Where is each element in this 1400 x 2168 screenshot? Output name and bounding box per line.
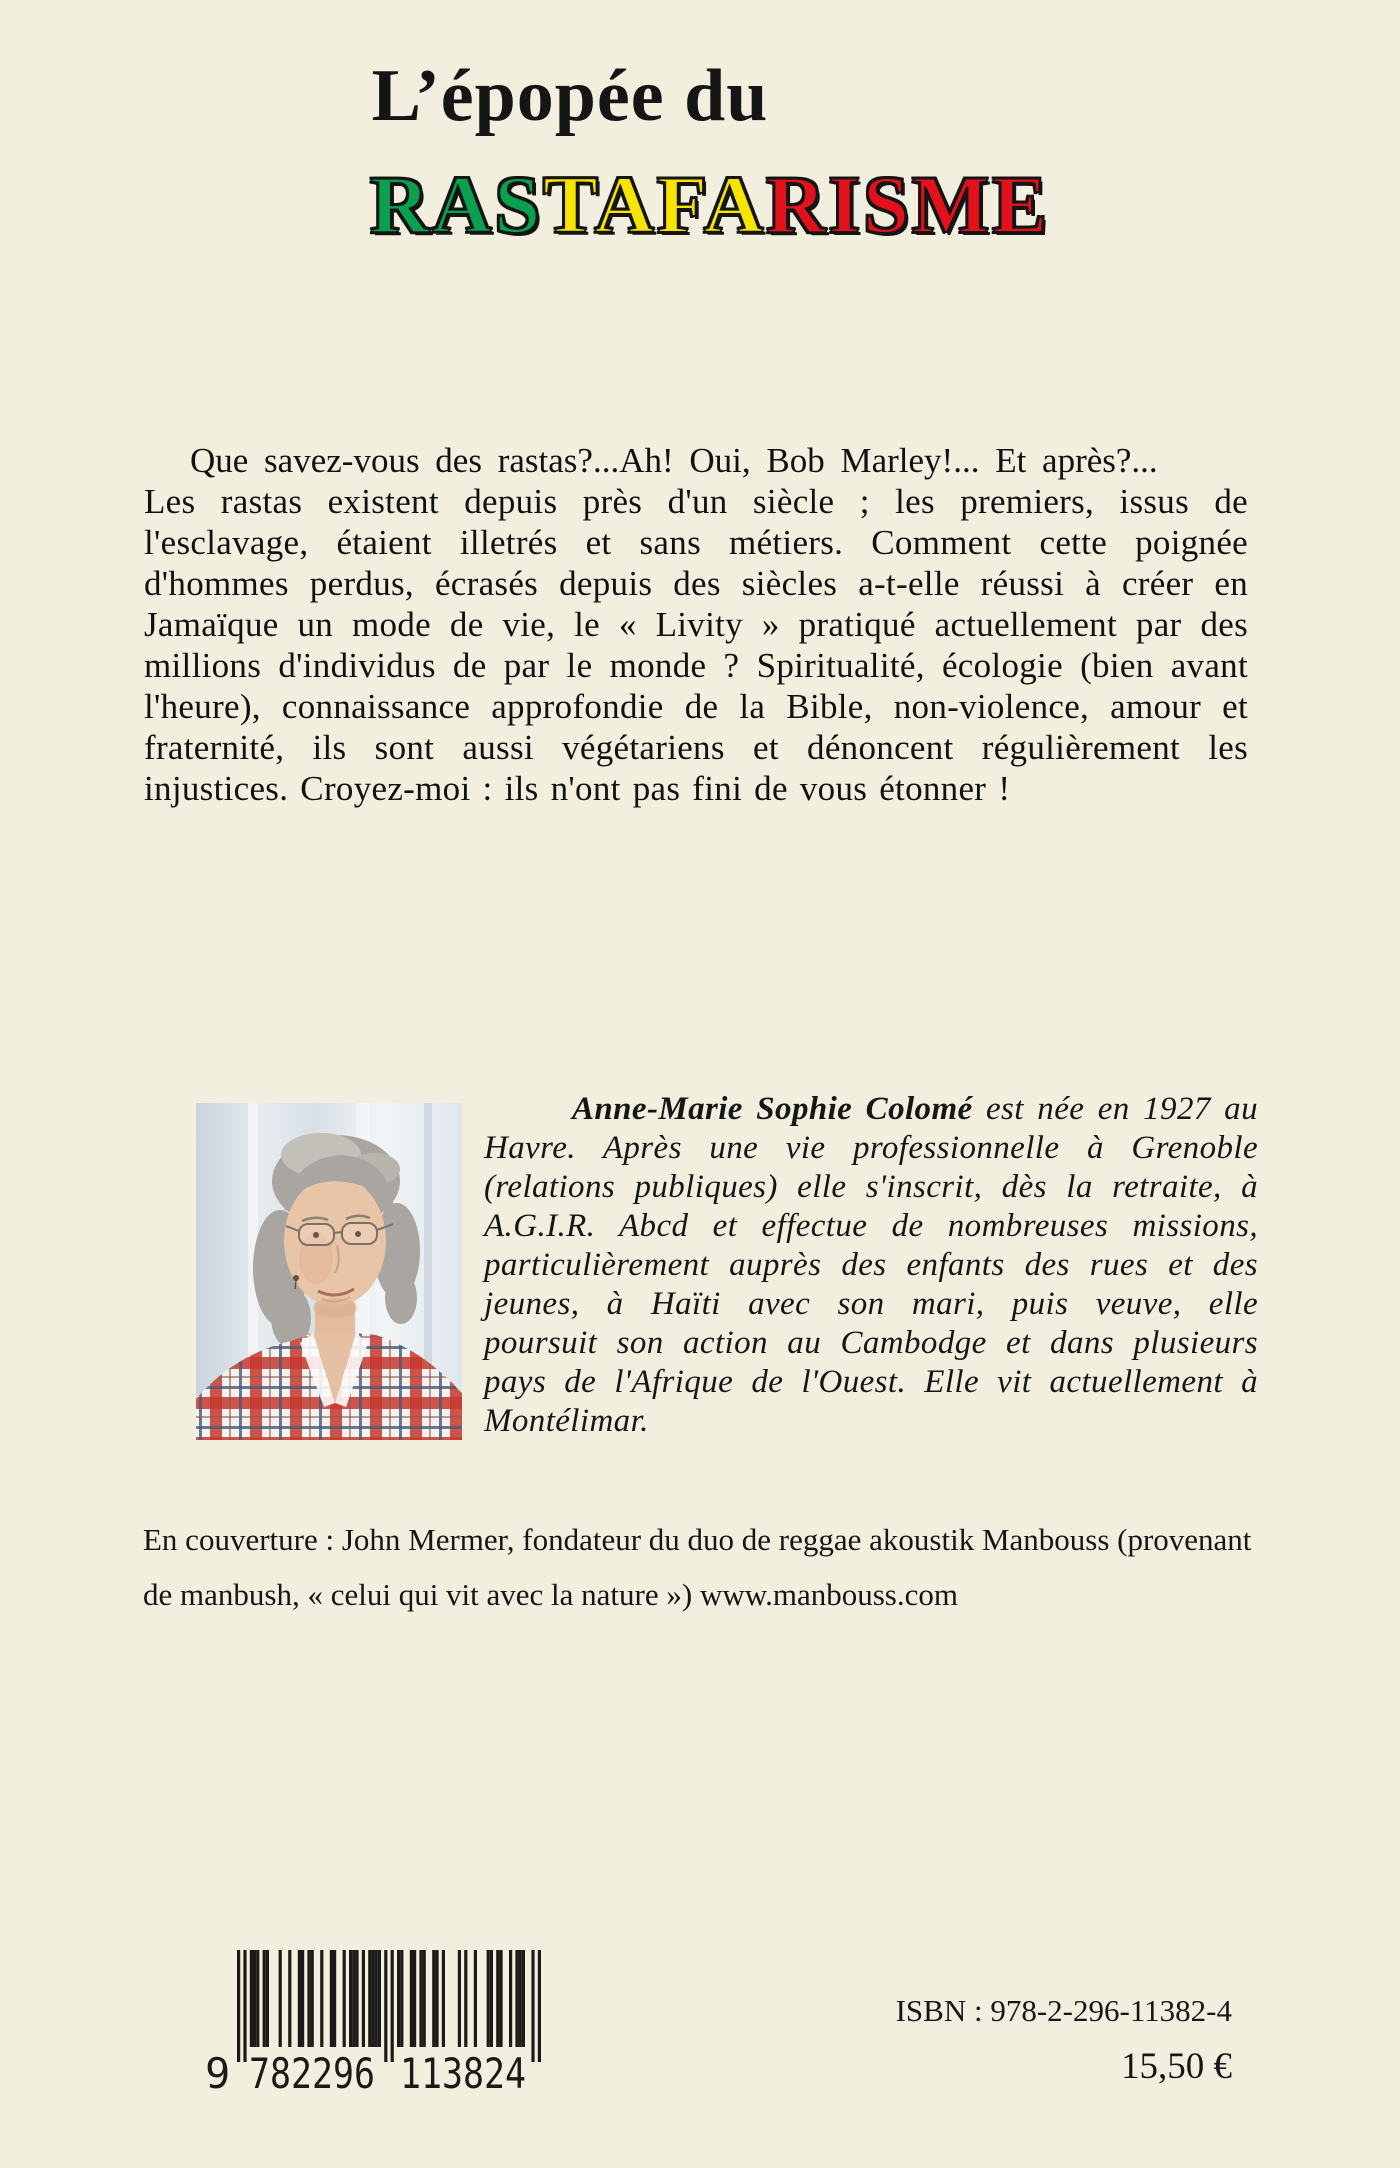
bio-text: est née en 1927 au Havre. Après une vie professionnelle à Grenoble (relations publiques) elle s'inscrit, dès la retraite, à A.G.I.R. Abcd et effectue de nombreuses missions, particulièrement auprès des enfants des rues et des jeunes, à Haïti avec son mari, puis veuve, elle poursuit son action au Cambodge et dans plusieurs pays de l'Afrique de l'Ouest. Elle vit actuellement à Montélimar. [484,1091,1258,1439]
author-bio [484,1090,1258,1441]
svg-text:782296: 782296 [249,2049,375,2092]
rasta-segment: RAS [370,159,544,250]
author-name: Anne-Marie Sophie Colomé [572,1091,973,1127]
barcode [203,1950,541,2092]
rasta-segment: RISME [766,159,1050,250]
svg-text:113824: 113824 [400,2049,526,2092]
rasta-segment: TAFA [543,159,767,250]
footer-right [896,1993,1232,2088]
isbn-text: ISBN : 978-2-296-11382-4 [895,1993,1232,2028]
title-rastafarisme [0,158,1400,252]
synopsis-paragraph-1: Que savez-vous des rastas?...Ah! Oui, Bob Marley!... Et après?... [190,441,1158,480]
cover-credit: En couverture : John Mermer, fondateur du duo de reggae akoustik Manbouss (provenant de manbush, « celui qui vit avec la nature ») www.manbouss.com [143,1522,1252,1612]
author-photo [196,1103,462,1440]
barcode-image [203,1950,541,2092]
bio-paragraph [484,1090,1258,1441]
synopsis-paragraph-2: Les rastas existent depuis près d'un siècle ; les premiers, issus de l'esclavage, étaient illetrés et sans métiers. Comment cette poignée d'hommes perdus, écrasés depuis des siècles a-t-elle réussi à créer en Jamaïque un mode de vie, le « Livity » pratiqué actuellement par des millions d'individus de par le monde ? Spiritualité, écologie (bien avant l'heure), connaissance approfondie de la Bible, non-violence, amour et fraternité, ils sont aussi végétariens et dénoncent régulièrement les injustices. Croyez-moi : ils n'ont pas fini de vous étonner ! [144,482,1248,808]
synopsis-block [144,440,1248,809]
page-title: L’épopée du [371,55,769,137]
price-text: 15,50 € [1121,2046,1232,2087]
svg-text:9: 9 [205,2049,231,2092]
